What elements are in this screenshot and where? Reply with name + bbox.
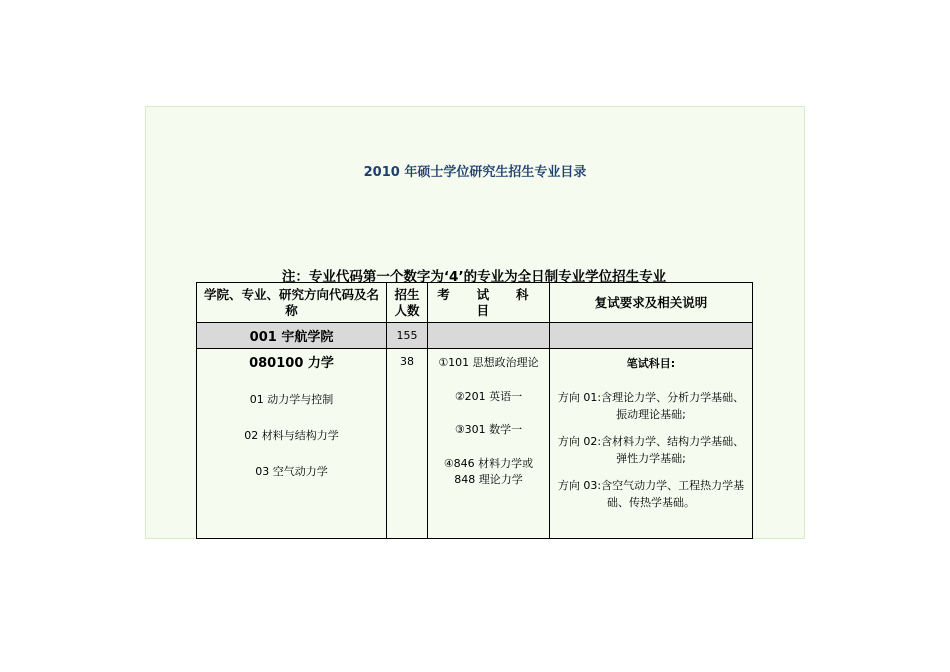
school-subjects-cell	[428, 323, 550, 349]
school-name: 001 宇航学院	[197, 323, 387, 349]
table-header-row	[197, 283, 753, 323]
major-title: 080100 力学	[249, 356, 334, 371]
school-remarks-cell	[550, 323, 753, 349]
requirement-item: 方向 01:含理论力学、分析力学基础、振动理论基础;	[557, 391, 745, 422]
header-subjects: 考 试 科 目	[428, 283, 550, 323]
header-count: 招生人数	[387, 283, 428, 323]
direction-item: 03 空气动力学	[255, 465, 328, 478]
document-title: 2010 年硕士学位研究生招生专业目录	[363, 165, 587, 180]
school-count: 155	[387, 323, 428, 349]
direction-item: 01 动力学与控制	[249, 393, 334, 406]
remarks-cell	[550, 349, 753, 539]
header-name: 学院、专业、研究方向代码及名称	[197, 283, 387, 323]
subject-item: ②201 英语一	[454, 389, 523, 403]
note-text: 注：专业代码第一个数字为‘4’的专业为全日制专业学位招生专业	[281, 269, 667, 285]
direction-item: 02 材料与结构力学	[244, 429, 339, 442]
major-count: 38	[387, 349, 428, 539]
school-row	[197, 323, 753, 349]
major-name-cell	[197, 349, 387, 539]
subjects-cell	[428, 349, 550, 539]
header-remarks: 复试要求及相关说明	[550, 283, 753, 323]
subject-item: ③301 数学一	[454, 423, 523, 436]
subject-item: ④846 材料力学或 848 理论力学	[443, 456, 534, 486]
requirement-item: 方向 02:含材料力学、结构力学基础、弹性力学基础;	[557, 435, 745, 466]
subject-item: ①101 思想政治理论	[438, 356, 539, 369]
written-label: 笔试科目:	[626, 357, 676, 370]
major-row	[197, 349, 753, 539]
catalog-table	[196, 282, 753, 539]
requirement-item: 方向 03:含空气动力学、工程热力学基础、传热学基础。	[557, 479, 745, 510]
